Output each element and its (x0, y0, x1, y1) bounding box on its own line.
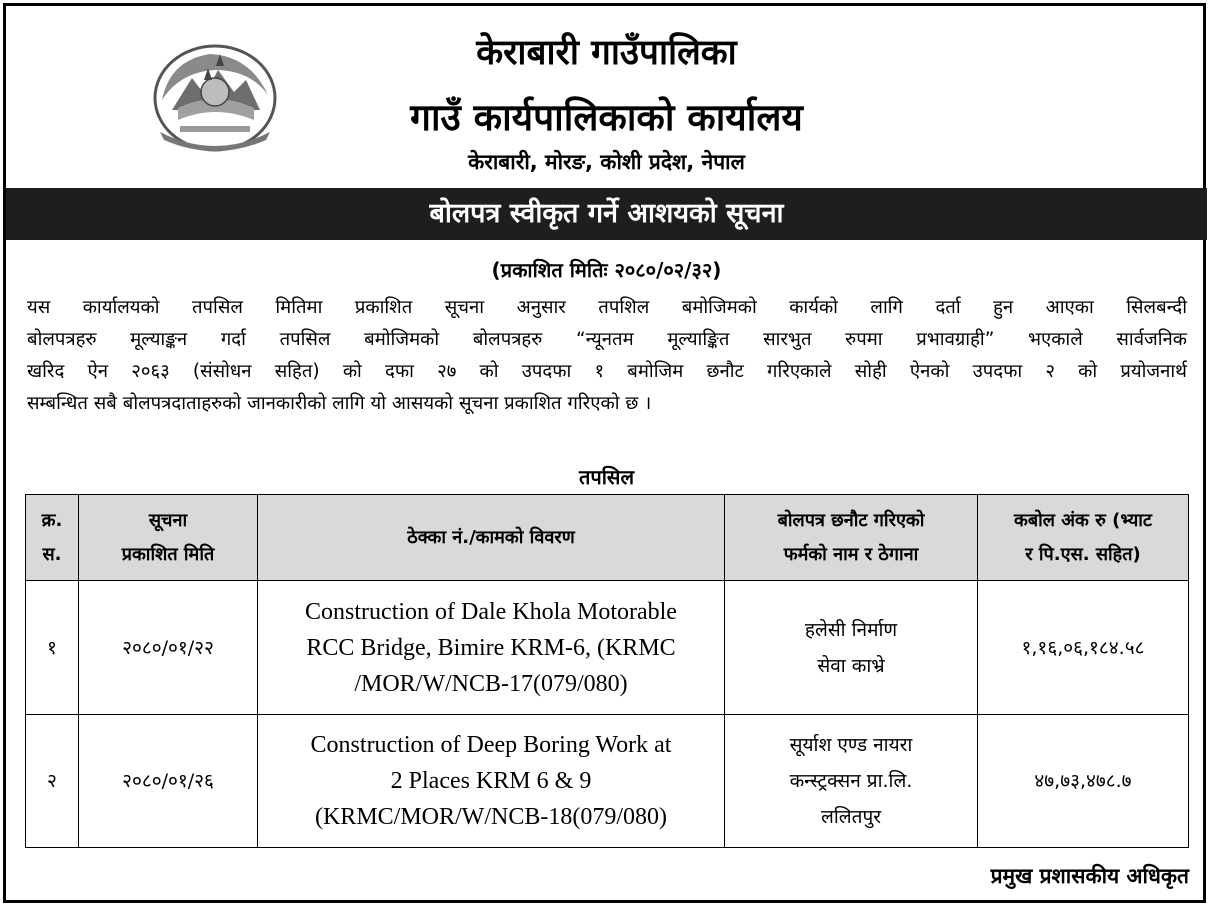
municipality-name: केराबारी गाउँपालिका (476, 33, 737, 73)
header-notice-date: सूचना प्रकाशित मिति (79, 495, 258, 581)
paragraph-line: यस कार्यालयको तपसिल मितिमा प्रकाशित सूचना अनुसार तपशिल बमोजिमको कार्यको लागि दर्ता हुन आएका सिलबन्दी (27, 297, 1187, 318)
office-address: केराबारी, मोरङ, कोशी प्रदेश, नेपाल (468, 150, 745, 174)
paragraph-line: बोलपत्रहरु मूल्याङ्कन गर्दा तपसिल बमोजिमको बोलपत्रहरु “न्यूनतम मूल्याङ्कित सारभुत रुपमा प्रभावग्राही” भएकाले सार्वजनिक (27, 329, 1187, 350)
cell-date: २०८०/०१/२२ (79, 581, 258, 715)
header-firm: बोलपत्र छनौट गरिएको फर्मको नाम र ठेगाना (725, 495, 978, 581)
paragraph-line: सम्बन्धित सबै बोलपत्रदाताहरुको जानकारीको लागि यो आसयको सूचना प्रकाशित गरिएको छ । (27, 393, 652, 414)
table-header-row (26, 495, 1189, 581)
cell-amount: ४७,७३,४७८.७ (978, 715, 1189, 848)
paragraph-line: खरिद ऐन २०६३ (संसोधन सहित) को दफा २७ को उपदफा १ बमोजिम छनौट गरिएकाले सोही ऐनको उपदफा २ को प्रयोजनार्थ (27, 361, 1187, 382)
table-row (26, 715, 1189, 848)
published-date: (प्रकाशित मितिः २०८०/०२/३२) (491, 258, 722, 282)
cell-firm: हलेसी निर्माण सेवा काभ्रे (725, 581, 978, 715)
cell-contract: Construction of Dale Khola Motorable RCC Bridge, Bimire KRM-6, (KRMC /MOR/W/NCB-17(079/080) (258, 581, 725, 715)
notice-title: बोलपत्र स्वीकृत गर्ने आशयको सूचना (6, 188, 1207, 240)
cell-sn: २ (26, 715, 79, 848)
cell-amount: १,१६,०६,१८४.५८ (978, 581, 1189, 715)
cell-contract: Construction of Deep Boring Work at 2 Places KRM 6 & 9 (KRMC/MOR/W/NCB-18(079/080) (258, 715, 725, 848)
header-sn: क्र. स. (26, 495, 79, 581)
notice-paragraph (27, 292, 1187, 420)
bid-table (25, 494, 1189, 848)
header-contract: ठेक्का नं./कामको विवरण (258, 495, 725, 581)
header-amount: कबोल अंक रु (भ्याट र पि.एस. सहित) (978, 495, 1189, 581)
cell-date: २०८०/०१/२६ (79, 715, 258, 848)
cell-firm: सूर्याश एण्ड नायरा कन्स्ट्रक्सन प्रा.लि. ललितपुर (725, 715, 978, 848)
table-row (26, 581, 1189, 715)
table-heading: तपसिल (578, 465, 635, 489)
office-name: गाउँ कार्यपालिकाको कार्यालय (410, 96, 803, 139)
signatory: प्रमुख प्रशासकीय अधिकृत (990, 864, 1189, 888)
cell-sn: १ (26, 581, 79, 715)
